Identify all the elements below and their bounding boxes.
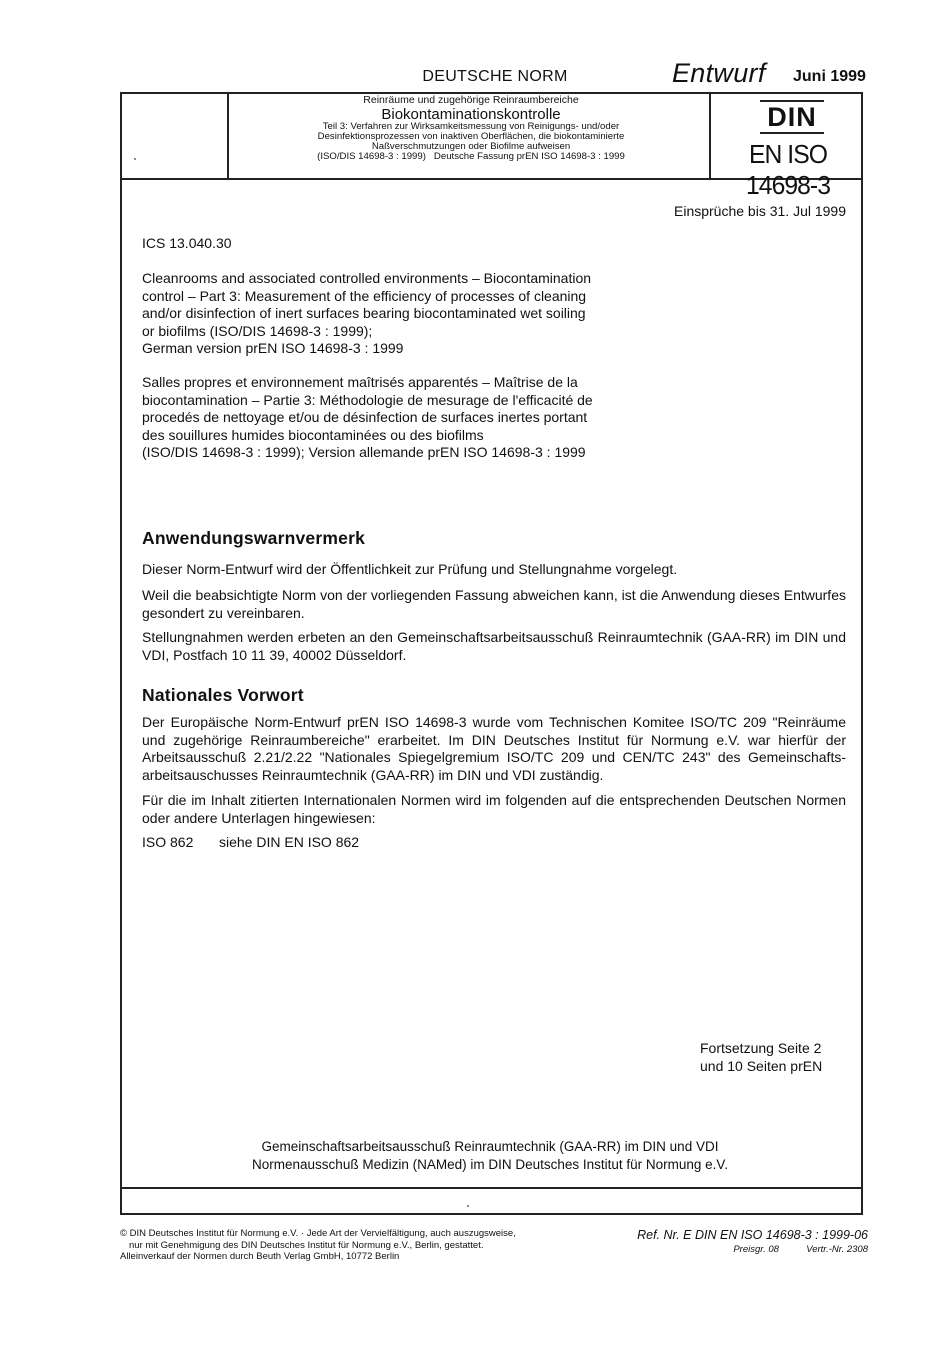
text-line: procedés de nettoyage et/ou de désinfection de surfaces inertes portant xyxy=(142,409,588,425)
warning-paragraph: Dieser Norm-Entwurf wird der Öffentlichkeit zur Prüfung und Stellungnahme vorgelegt. xyxy=(142,561,678,577)
title-line: Reinräume und zugehörige Reinraumbereiche xyxy=(363,94,579,106)
continuation-note xyxy=(700,1039,846,1075)
distribution-number: Vertr.-Nr. 2308 xyxy=(806,1244,868,1255)
text-line: Normenausschuß Medizin (NAMed) im DIN Deutsches Institut für Normung e.V. xyxy=(252,1157,728,1172)
subtitle-line: Naßverschmutzungen oder Biofilme aufweisen xyxy=(371,140,571,152)
subtitle-line: Teil 3: Verfahren zur Wirksamkeitsmessung von Reinigungs- und/oder xyxy=(322,120,620,132)
objection-deadline: Einsprüche bis 31. Jul 1999 xyxy=(674,203,846,219)
reference-info xyxy=(560,1228,868,1255)
bottom-divider xyxy=(120,1187,863,1189)
committee-info xyxy=(170,1138,810,1174)
text-line: Fortsetzung Seite 2 xyxy=(700,1040,822,1056)
subtitle-line: (ISO/DIS 14698-3 : 1999) Deutsche Fassung prEN ISO 14698-3 : 1999 xyxy=(317,150,625,162)
decorative-dot xyxy=(467,1205,469,1207)
reference-standard: ISO 862 xyxy=(142,834,194,850)
standard-number: EN ISO 14698-3 xyxy=(745,139,830,200)
reference-equivalent: siehe DIN EN ISO 862 xyxy=(219,834,360,850)
text-line: Salles propres et environnement maîtrisés apparentés – Maîtrise de la xyxy=(142,374,578,390)
subtitle-line: Desinfektionsprozessen von inaktiven Oberflächen, die biokontaminierte xyxy=(317,130,625,142)
entwurf-label: Entwurf xyxy=(672,58,766,88)
price-info xyxy=(560,1244,868,1255)
text-line: Gemeinschaftsarbeitsausschuß Reinraumtechnik (GAA-RR) im DIN und VDI xyxy=(261,1139,719,1154)
issue-date: Juni 1999 xyxy=(793,68,866,85)
foreword-heading: Nationales Vorwort xyxy=(142,685,304,705)
text-line: and/or disinfection of inert surfaces bearing biocontaminated wet soiling xyxy=(142,305,586,321)
text-line: © DIN Deutsches Institut für Normung e.V. · Jede Art der Vervielfältigung, auch auszugsweise, xyxy=(120,1228,516,1239)
title-left-divider xyxy=(227,92,229,179)
text-line: control – Part 3: Measurement of the efficiency of processes of cleaning xyxy=(142,287,587,304)
text-line: des souillures humides biocontaminées ou des biofilms xyxy=(142,426,484,443)
main-title: Biokontaminationskontrolle xyxy=(381,105,561,123)
reference-number: Ref. Nr. E DIN EN ISO 14698-3 : 1999-06 xyxy=(637,1228,868,1242)
foreword-paragraph: Für die im Inhalt zitierten Internationalen Normen wird im folgenden auf die entsprechenden Deutschen Normen oder andere Unterlagen hingewiesen: xyxy=(142,792,846,826)
french-title xyxy=(142,374,622,462)
price-group: Preisgr. 08 xyxy=(733,1244,779,1255)
warning-paragraph: Weil die beabsichtigte Norm von der vorliegenden Fassung abweichen kann, ist die Anwendung dieses Entwurfes gesondert zu vereinbaren. xyxy=(142,587,846,621)
warning-heading: Anwendungswarnvermerk xyxy=(142,528,366,548)
warning-paragraph: Stellungnahmen werden erbeten an den Gemeinschaftsarbeitsausschuß Reinraumtechnik (GAA-RR) im DIN und VDI, Postfach 10 11 39, 40002 Düsseldorf. xyxy=(142,629,846,663)
text-line: und 10 Seiten prEN xyxy=(700,1058,823,1074)
din-logo: DIN xyxy=(760,100,824,134)
text-line: (ISO/DIS 14698-3 : 1999); Version allemande prEN ISO 14698-3 : 1999 xyxy=(142,444,586,460)
copyright-notice xyxy=(120,1228,516,1263)
text-line: biocontamination – Partie 3: Méthodologie de mesurage de l'efficacité de xyxy=(142,391,593,408)
ics-code: ICS 13.040.30 xyxy=(142,235,232,251)
title-block xyxy=(230,95,712,162)
foreword-paragraph: Der Europäische Norm-Entwurf prEN ISO 14698-3 wurde vom Technischen Komitee ISO/TC 209 "Reinräume und zugehörige Reinraumbereiche" erarbeitet. Im DIN Deutsches Institut für Normung e.V. war hierfür der Arbeitsausschuß 2.21/2.22 "Nationales Spiegelgremium ISO/TC 209 und CEN/TC 243" des Gemeinschafts-arbeitsauschusses Reinraumtechnik (GAA-RR) im DIN und VDI zuständig. xyxy=(142,714,846,783)
text-line: or biofilms (ISO/DIS 14698-3 : 1999); xyxy=(142,322,373,339)
decorative-dot xyxy=(134,158,136,160)
text-line: German version prEN ISO 14698-3 : 1999 xyxy=(142,340,404,356)
norm-label: DEUTSCHE NORM xyxy=(422,68,568,85)
text-line: nur mit Genehmigung des DIN Deutsches Institut für Normung e.V., Berlin, gestattet. xyxy=(129,1239,484,1251)
text-line: Alleinverkauf der Normen durch Beuth Verlag GmbH, 10772 Berlin xyxy=(120,1251,400,1262)
english-title xyxy=(142,270,622,358)
text-line: Cleanrooms and associated controlled environments – Biocontamination xyxy=(142,270,592,286)
